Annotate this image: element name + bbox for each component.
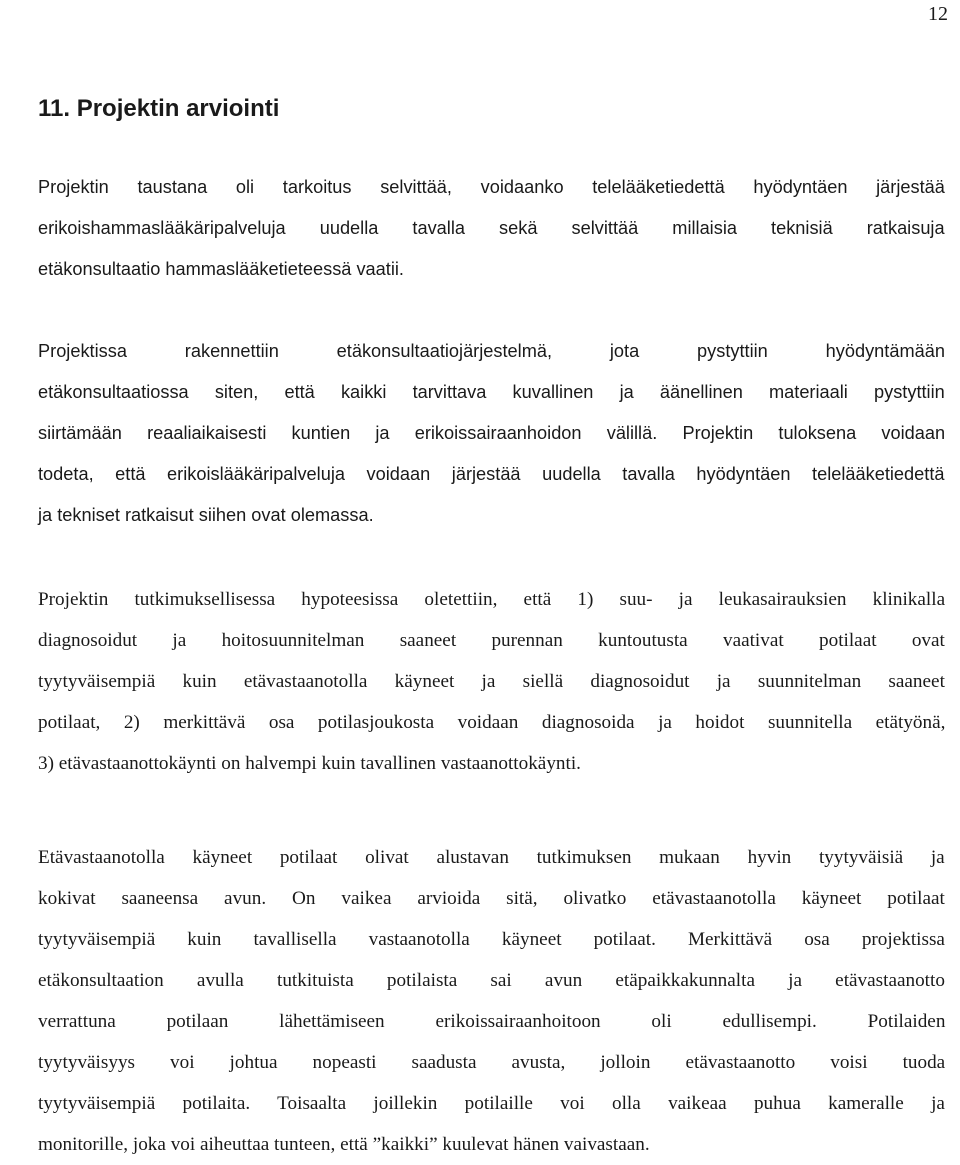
text-line: etäkonsultaatio hammaslääketieteessä vaatii. <box>38 259 404 279</box>
text-line: kokivat saaneensa avun. On vaikea arvioida sitä, olivatko etävastaanotolla käyneet potilaat <box>38 888 945 909</box>
text-fragment: tyytyväisempiä potilaita. Toisaalta joillekin potilaille voi olla vaikeaa puhua kamerall <box>38 1093 896 1114</box>
text-line: siirtämään reaaliaikaisesti kuntien ja erikoissairaanhoidon välillä. Projektin tuloksena voidaan <box>38 423 946 443</box>
text-line: tyytyväisempiä kuin tavallisella vastaanotolla käyneet potilaat. Merkittävä osa projektissa <box>38 929 945 950</box>
text-line: Etävastaanotolla käyneet potilaat olivat alustavan tutkimuksen mukaan hyvin tyytyväisiä ja <box>38 847 945 868</box>
text-line: tyytyväisyys voi johtua nopeasti saadusta avusta, jolloin etävastaanotto voisi tuoda <box>38 1052 946 1073</box>
text-line: erikoishammaslääkäripalveluja uudella tavalla sekä selvittää millaisia teknisiä ratkaisuja <box>38 218 945 238</box>
text-line: ja tekniset ratkaisut siihen ovat olemassa. <box>38 505 374 525</box>
text-line: Projektin tutkimuksellisessa hypoteesissa oletettiin, että 1) suu- ja leukasairauksien klinikalla <box>38 589 946 610</box>
paragraph-project-system <box>38 331 945 536</box>
text-line: 3) etävastaanottokäynti on halvempi kuin tavallinen vastaanottokäynti. <box>38 753 581 774</box>
text-line: monitorille, joka voi aiheuttaa tunteen, että ”kaikki” kuulevat hänen vaivastaan. <box>38 1134 650 1155</box>
text-line: verrattuna potilaan lähettämiseen erikoissairaanhoitoon oli edullisempi. Potilaiden <box>38 1011 946 1032</box>
text-line: potilaat, 2) merkittävä osa potilasjoukosta voidaan diagnosoida ja hoidot suunnitella etätyönä, <box>38 712 946 733</box>
paragraph-results <box>38 837 945 1165</box>
text-line: Projektin taustana oli tarkoitus selvittää, voidaanko telelääketiedettä hyödyntäen järjestää <box>38 177 945 197</box>
text-line: diagnosoidut ja hoitosuunnitelman saaneet purennan kuntoutusta vaativat potilaat ovat <box>38 630 945 651</box>
text-line <box>38 1083 945 1124</box>
text-line: etäkonsultaation avulla tutkituista potilaista sai avun etäpaikkakunnalta ja etävastaanotto <box>38 970 945 991</box>
paragraph-project-background <box>38 167 945 290</box>
text-line: etäkonsultaatiossa siten, että kaikki tarvittava kuvallinen ja äänellinen materiaali pystyttiin <box>38 382 945 402</box>
text-line: todeta, että erikoislääkäripalveluja voidaan järjestää uudella tavalla hyödyntäen telelääketiedettä <box>38 464 945 484</box>
paragraph-hypothesis <box>38 579 945 784</box>
text-line: Projektissa rakennettiin etäkonsultaatiojärjestelmä, jota pystyttiin hyödyntämään <box>38 341 945 361</box>
text-fragment: e ja <box>895 1093 945 1114</box>
text-line: tyytyväisempiä kuin etävastaanotolla käyneet ja siellä diagnosoidut ja suunnitelman saaneet <box>38 671 945 692</box>
section-heading: 11. Projektin arviointi <box>38 95 280 122</box>
page-number: 12 <box>928 3 948 25</box>
